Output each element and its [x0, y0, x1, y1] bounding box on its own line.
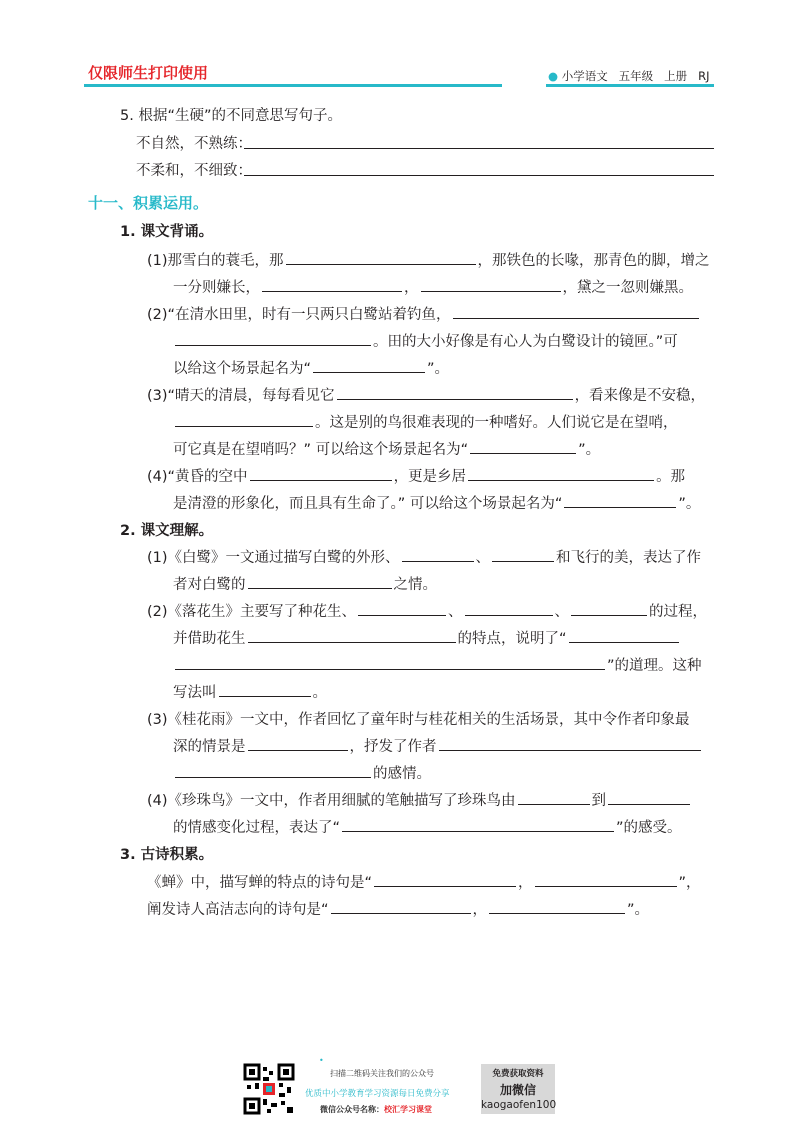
blank[interactable]	[470, 439, 576, 454]
text: 者对白鹭的	[173, 577, 246, 593]
text: ，黛之一忽则嫌黑。	[562, 280, 693, 296]
text: 写法叫	[173, 685, 217, 701]
q5-line2-blank[interactable]	[244, 175, 714, 176]
blank[interactable]	[342, 817, 614, 832]
blank[interactable]	[492, 547, 554, 562]
text: ”。	[578, 442, 601, 458]
footer-wechat-label: 微信公众号名称：	[320, 1105, 384, 1114]
text: 、	[448, 604, 463, 620]
blank[interactable]	[248, 628, 456, 643]
footer-wechat	[320, 1104, 432, 1115]
q3-line1	[147, 871, 701, 892]
text: 、	[475, 550, 491, 566]
bullet-icon: ●	[548, 69, 559, 83]
blank[interactable]	[219, 682, 311, 697]
header-volume: 上册	[664, 69, 688, 83]
q1-p2-line1	[147, 303, 701, 324]
q1-p2-line3	[173, 357, 449, 378]
blank[interactable]	[421, 277, 561, 292]
text: 的情感变化过程，表达了“	[173, 820, 341, 836]
footer-share-text: 优质中小学教育学习资源每日免费分享	[305, 1089, 450, 1099]
text: 的过程，	[649, 604, 708, 620]
q1-p2-line2	[173, 330, 678, 351]
text: 。这是别的鸟很难表现的一种嗜好。人们说它是在望哨，	[315, 415, 678, 431]
q2-p4-line1	[147, 789, 692, 810]
q5-line2-label: 不柔和，不细致：	[136, 163, 252, 179]
text: (1)《白鹭》一文通过描写白鹭的外形、	[147, 550, 400, 566]
text: ”。	[678, 496, 701, 512]
blank[interactable]	[262, 277, 402, 292]
text: 以给这个场景起名为“	[173, 361, 312, 377]
text: ，抒发了作者	[349, 739, 437, 755]
text: ，更是乡居	[393, 469, 467, 485]
q2-p2-line3	[173, 654, 702, 675]
blank[interactable]	[535, 872, 677, 887]
text: (4)《珍珠鸟》一文中，作者用细腻的笔触描写了珍珠鸟由	[147, 793, 516, 809]
header-bar-left	[84, 84, 502, 87]
blank[interactable]	[453, 304, 699, 319]
text: ，那铁色的长喙，那青色的脚，增之	[477, 253, 710, 269]
text: 是清澄的形象化，而且具有生命了。” 可以给这个场景起名为“	[173, 496, 563, 512]
text: 和飞行的美，表达了作	[556, 550, 702, 566]
q2-p2-line1	[147, 600, 707, 621]
blank[interactable]	[571, 601, 647, 616]
q2-p4-line2	[173, 816, 682, 837]
text: ，	[472, 902, 488, 918]
text: 阐发诗人高洁志向的诗句是“	[147, 902, 329, 918]
q5-title: 5. 根据“生硬”的不同意思写句子。	[120, 108, 342, 124]
badge-top: 免费获取资料	[492, 1069, 544, 1079]
text: 。那	[656, 469, 686, 485]
blank[interactable]	[402, 547, 474, 562]
wechat-badge	[481, 1064, 555, 1114]
q5-line1-label: 不自然，不熟练：	[136, 136, 252, 152]
text: ”的道理。这种	[607, 658, 702, 674]
blank[interactable]	[468, 466, 654, 481]
header-bar-right	[546, 84, 714, 87]
q5-line1-blank[interactable]	[244, 148, 714, 149]
q1-p4-line2	[173, 492, 700, 513]
blank[interactable]	[489, 899, 625, 914]
q1-title: 1. 课文背诵。	[120, 224, 214, 240]
blank[interactable]	[248, 574, 392, 589]
header-grade: 五年级	[618, 69, 654, 83]
text: 的感情。	[373, 766, 431, 782]
print-stamp: 仅限师生打印使用	[88, 64, 209, 82]
text: 一分则嫌长，	[173, 280, 260, 296]
text: ”，	[678, 875, 701, 891]
text: 深的情景是	[173, 739, 246, 755]
q2-p1-line1	[147, 546, 701, 567]
q2-p2-line4	[173, 681, 327, 702]
blank[interactable]	[175, 655, 605, 670]
q1-p3-line2	[173, 411, 678, 432]
text: ”。	[627, 902, 650, 918]
text: (1)那雪白的蓑毛，那	[147, 253, 284, 269]
text: ，看来像是不安稳，	[574, 388, 706, 404]
footer-wechat-name: 校汇学习课堂	[384, 1105, 432, 1114]
blank[interactable]	[608, 790, 690, 805]
text: 。	[312, 685, 327, 701]
header-course: 小学语文	[561, 69, 608, 83]
text: ”的感受。	[616, 820, 682, 836]
header-edition: RJ	[698, 69, 710, 83]
blank[interactable]	[465, 601, 553, 616]
qr-code-icon	[243, 1063, 295, 1115]
q1-p3-line3	[173, 438, 600, 459]
blank[interactable]	[175, 763, 371, 778]
header-info	[548, 68, 710, 84]
text: 。田的大小好像是有心人为白鹭设计的镜匣。”可	[373, 334, 678, 350]
text: 之情。	[393, 577, 437, 593]
text: (4)“黄昏的空中	[147, 469, 248, 485]
blank[interactable]	[313, 358, 425, 373]
q1-p4-line1	[147, 465, 685, 486]
text: ，	[404, 280, 419, 296]
blank[interactable]	[569, 628, 679, 643]
q2-p3-line1: (3)《桂花雨》一文中，作者回忆了童年时与桂花相关的生活场景，其中令作者印象最	[147, 712, 690, 728]
q2-p3-line3	[173, 762, 431, 783]
blank[interactable]	[248, 736, 348, 751]
footer-scan-text: 扫描二维码关注我们的公众号	[330, 1069, 434, 1078]
text: 、	[554, 604, 570, 620]
blank[interactable]	[337, 385, 573, 400]
dot-icon: •	[319, 1056, 324, 1065]
blank[interactable]	[175, 412, 313, 427]
q2-p3-line2	[173, 735, 703, 756]
text: ，	[518, 875, 533, 891]
q1-p3-line1	[147, 384, 705, 405]
text: 《蝉》中，描写蝉的特点的诗句是“	[147, 875, 373, 891]
blank[interactable]	[286, 250, 476, 265]
q3-line2	[147, 898, 649, 919]
text: (3)“晴天的清晨，每每看见它	[147, 388, 335, 404]
text: 到	[591, 793, 607, 809]
q2-title: 2. 课文理解。	[120, 523, 214, 539]
badge-bot: kaogaofen100	[481, 1099, 557, 1111]
q3-title: 3. 古诗积累。	[120, 847, 214, 863]
blank[interactable]	[439, 736, 701, 751]
text: ”。	[427, 361, 450, 377]
text: (2)《落花生》主要写了种花生、	[147, 604, 357, 620]
q2-p1-line2	[173, 573, 437, 594]
text: (2)“在清水田里，时有一只两只白鹭站着钓鱼，	[147, 307, 451, 323]
blank[interactable]	[564, 493, 676, 508]
blank[interactable]	[374, 872, 516, 887]
text: 可它真是在望哨吗？” 可以给这个场景起名为“	[173, 442, 469, 458]
blank[interactable]	[250, 466, 392, 481]
section-title: 十一、积累运用。	[88, 194, 209, 212]
blank[interactable]	[518, 790, 590, 805]
text: 并借助花生	[173, 631, 246, 647]
blank[interactable]	[331, 899, 471, 914]
blank[interactable]	[358, 601, 446, 616]
q1-p1-line2	[173, 276, 693, 297]
blank[interactable]	[175, 331, 371, 346]
badge-mid: 加微信	[499, 1083, 536, 1097]
q1-p1-line1	[147, 249, 710, 270]
text: 的特点，说明了“	[457, 631, 567, 647]
q2-p2-line2	[173, 627, 681, 648]
